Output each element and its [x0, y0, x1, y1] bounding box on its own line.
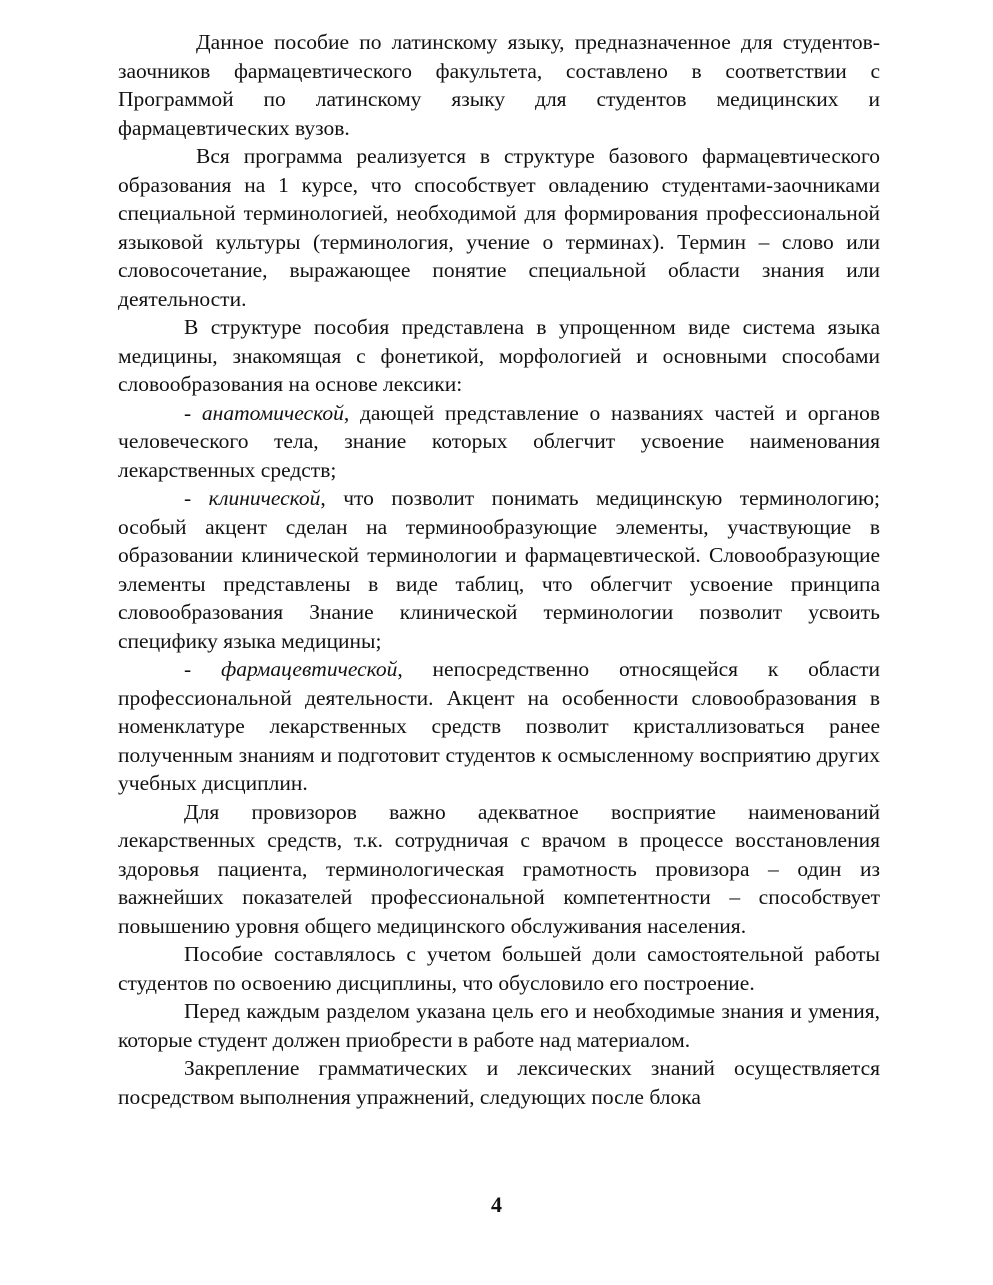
page-number: 4	[491, 1192, 502, 1217]
paragraph-pharmacists: Для провизоров важно адекватное восприятие наименований лекарственных средств, т.к. сотрудничая с врачом в процессе восстановления здоровья пациента, терминологическая грамотность провизора – один из важнейших показателей профессиональной компетентности – способствует повышению уровня общего медицинского обслуживания населения.	[118, 799, 880, 938]
paragraph-program: Вся программа реализуется в структуре базового фармацевтического образования на 1 курсе, что способствует овладению студентами-заочниками специальной терминологией, необходимой для формирования профессиональной языковой культуры (терминология, учение о терминах). Термин – слово или словосочетание, выражающее понятие специальной области знания или деятельности.	[118, 144, 880, 311]
paragraph-exercises: Закрепление грамматических и лексических знаний осуществляется посредством выполнения упражнений, следующих после блока	[118, 1056, 880, 1109]
list-item-prefix: -	[184, 400, 202, 425]
list-item-label: фармацевтической	[220, 657, 398, 681]
paragraph-intro: Данное пособие по латинскому языку, предназначенное для студентов-заочников фармацевтического факультета, составлено в соответствии с Программой по латинскому языку для студентов медицинских и фармацевтических вузов.	[118, 30, 880, 140]
list-item-prefix: -	[184, 657, 221, 681]
list-item-label: клинической	[208, 486, 321, 510]
list-item-pharmaceutical	[118, 655, 880, 798]
list-item-clinical	[118, 484, 880, 655]
list-item-text: , дающей представление о названиях частей и органов человеческого тела, знание которых облегчит усвоение наименования лекарственных средств;	[118, 400, 880, 482]
list-item-anatomical	[118, 399, 880, 485]
paragraph-independent-work: Пособие составлялось с учетом большей доли самостоятельной работы студентов по освоению дисциплины, что обусловило его построение.	[118, 942, 880, 995]
page-body	[118, 28, 880, 1111]
paragraph-sections: Перед каждым разделом указана цель его и необходимые знания и умения, которые студент должен приобрести в работе над материалом.	[118, 999, 880, 1052]
list-item-text: , что позволит понимать медицинскую терминологию; особый акцент сделан на терминообразующие элементы, участвующие в образовании клинической терминологии и фармацевтической. Словообразующие элементы представлены в виде таблиц, что облегчит усвоение принципа словообразования Знание клинической терминологии позволит усвоить специфику языка медицины;	[118, 486, 880, 653]
list-item-label: анатомической	[201, 400, 344, 425]
list-item-prefix: -	[184, 486, 209, 510]
list-item-text: , непосредственно относящейся к области профессиональной деятельности. Акцент на особенности словообразования в номенклатуре лекарственных средств позволит кристаллизоваться ранее полученным знаниям и подготовит студентов к осмысленному восприятию других учебных дисциплин.	[118, 657, 880, 795]
paragraph-structure: В структуре пособия представлена в упрощенном виде система языка медицины, знакомящая с фонетикой, морфологией и основными способами словообразования на основе лексики:	[118, 315, 880, 396]
